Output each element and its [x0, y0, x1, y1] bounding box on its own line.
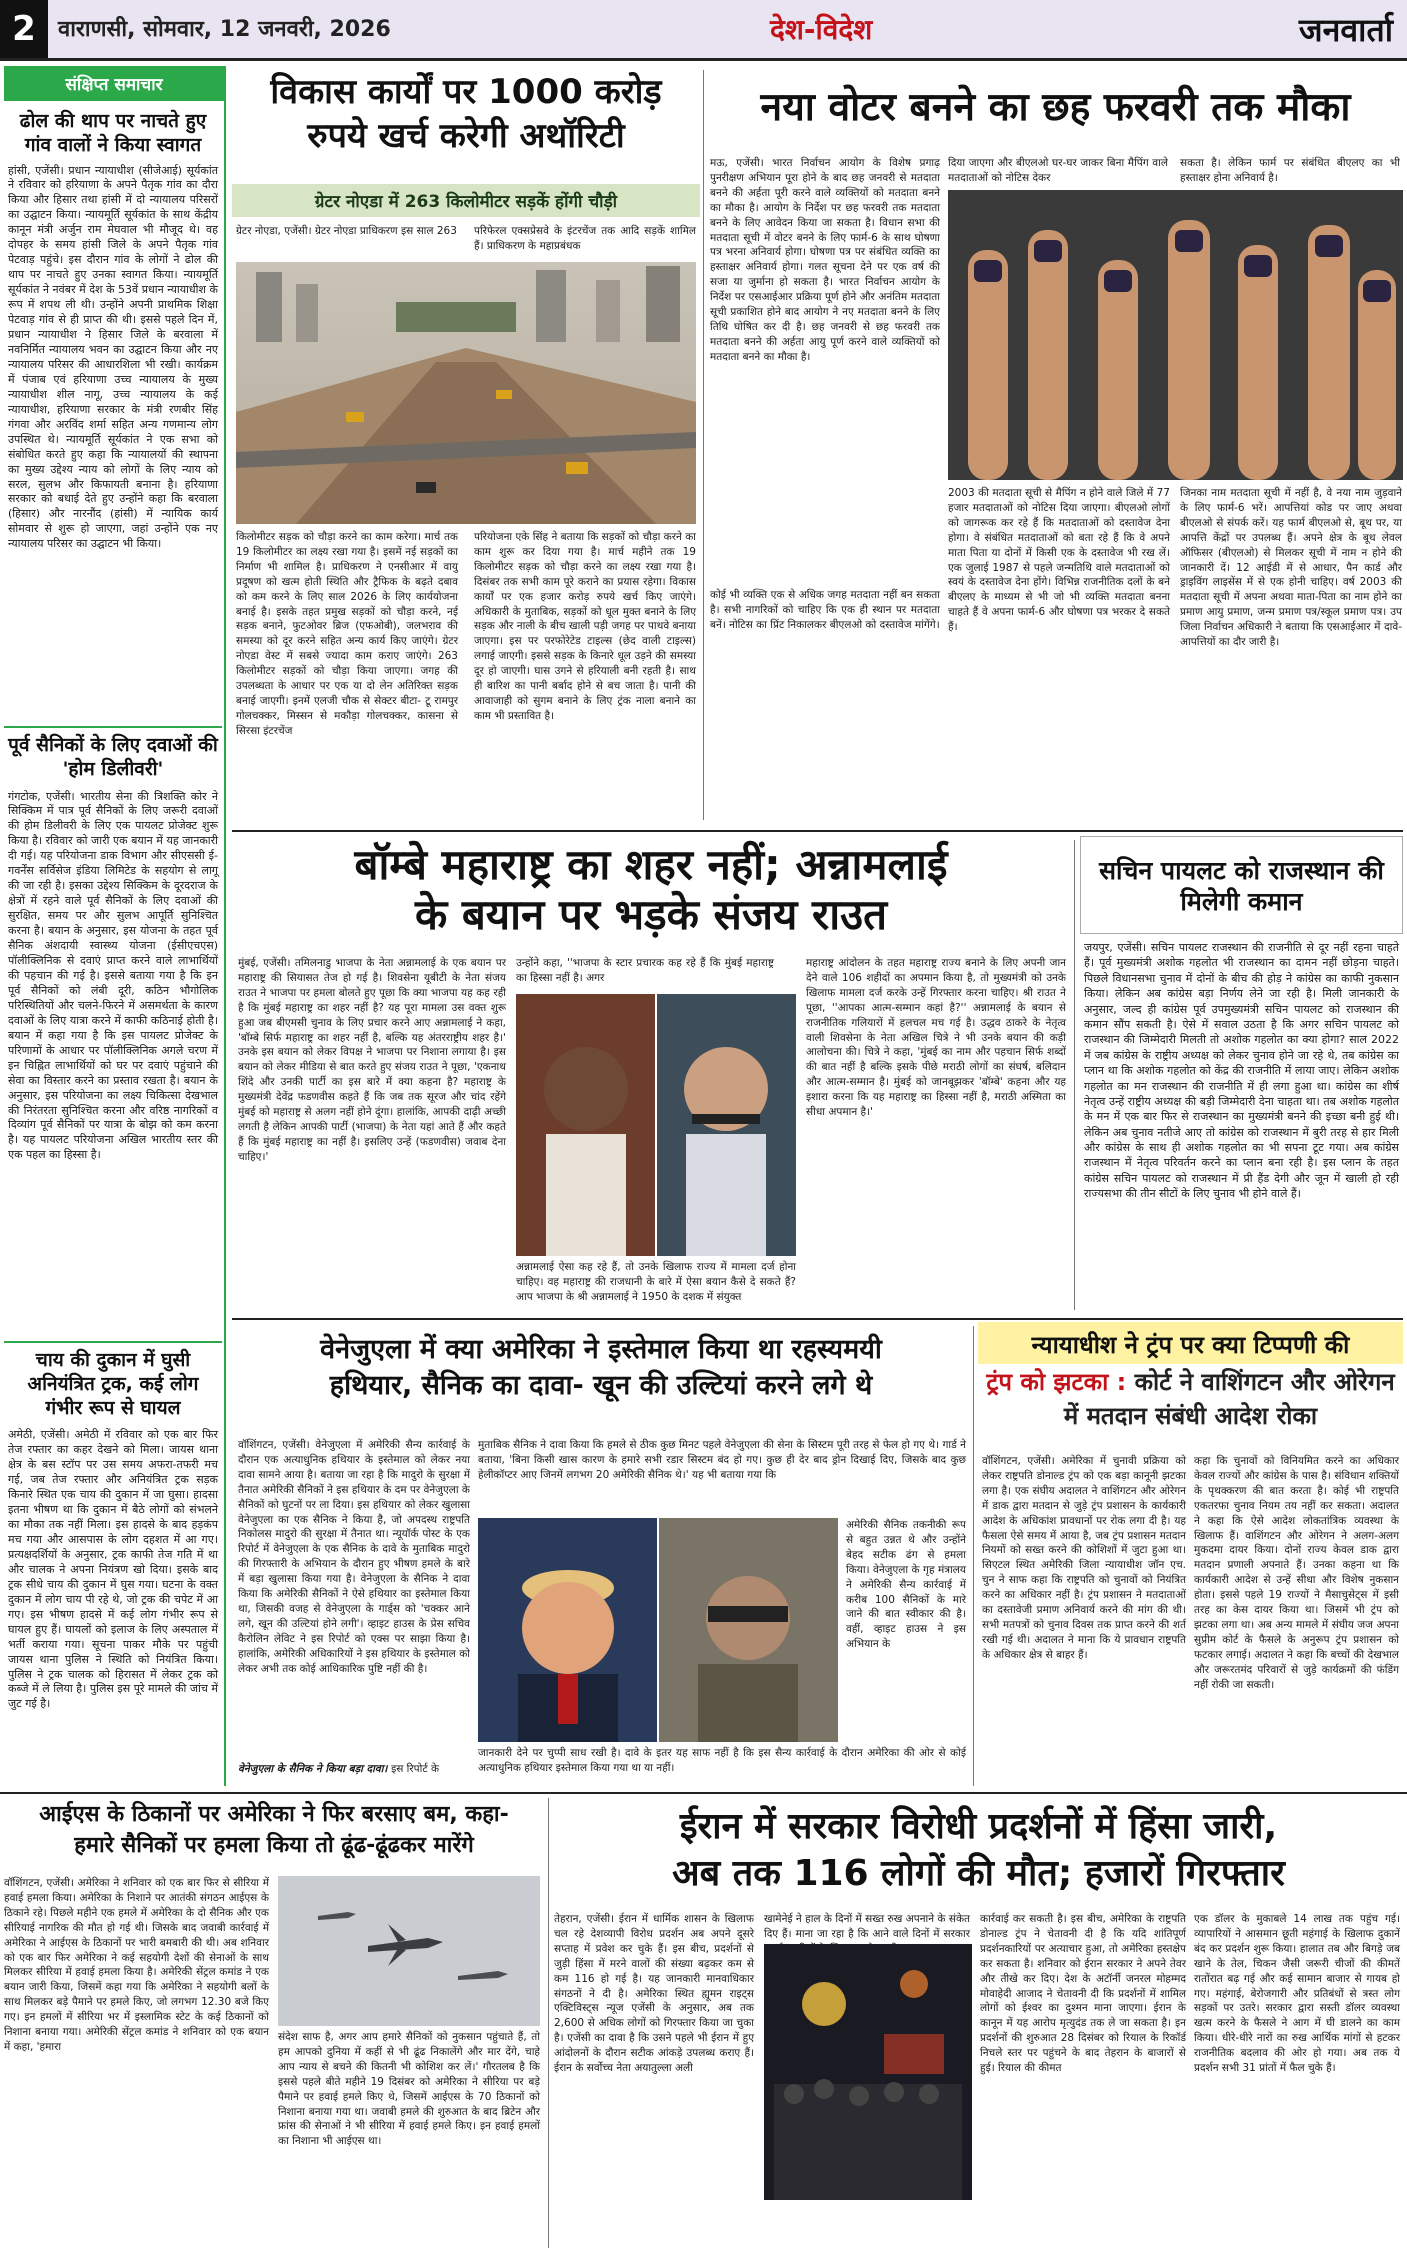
divider-isis-iran [548, 1798, 549, 2248]
raut-body-bottom: अन्नामलाई ऐसा कह रहे हैं, तो उनके खिलाफ राज्य में मामला दर्ज होना चाहिए। वह महाराष्ट्र की राजधानी के बारे में ऐसा बयान कैसे दे सकते हैं? आप भाजपा के श्री अन्नामलाई ने 1950 के दशक में संयुक्त [516, 1261, 796, 1303]
politicians-image [516, 994, 796, 1256]
divider-row3 [0, 1792, 1407, 1794]
raut-headline-line1: बॉम्बे महाराष्ट्र का शहर नहीं; अन्नामलाई [354, 840, 948, 889]
page-number: 2 [0, 0, 48, 58]
raut-body-col2-top: उन्होंने कहा, ''भाजपा के स्टार प्रचारक कह रहे हैं कि मुंबई महाराष्ट्र का हिस्सा नहीं है। अगर [516, 957, 774, 984]
pilot-headline: सचिन पायलट को राजस्थान की मिलेगी कमान [1080, 836, 1403, 934]
sidebar-body-1: हांसी, एजेंसी। प्रधान न्यायाधीश (सीजेआई) सूर्यकांत ने रविवार को हरियाणा के अपने पैतृक गांव का दौरा किया और हिसार तथा हांसी में दो न्यायालय परिसरों का उद्घाटन किया। न्यायमूर्ति सूर्यकांत के साथ केंद्रीय कानून मंत्री अर्जुन राम मेघवाल भी मौजूद थे। वह दोपहर के समय हांसी जिले के अपने पैतृक गांव पेटवाड़ पहुंचे। इस दौरान गांव के लोगों ने ढोल की थाप पर नाचते हुए उनका स्वागत किया। न्यायमूर्ति सूर्यकांत ने नवंबर में देश के 53वें प्रधान न्यायाधीश के रूप में शपथ ली थी। उन्होंने अपनी प्राथमिक शिक्षा पेटवाड़ गांव से ही प्राप्त की थी। इससे पहले दिन में, प्रधान न्यायाधीश ने हिसार जिले के बरवाला में नवनिर्मित न्यायालय भवन का उद्घाटन किया और नए न्यायालय परिसर की आधारशिला भी रखी। कार्यक्रम में पंजाब एवं हरियाणा उच्च न्यायालय के मुख्य न्यायाधीश शील नागू, उच्च न्यायालय के कई न्यायाधीश, हरियाणा सरकार के मंत्री रणबीर सिंह गंगवा और अरविंद शर्मा सहित अन्य गणमान्य लोग उपस्थित थे। न्यायमूर्ति सूर्यकांत ने एक सभा को संबोधित करते हुए कहा कि न्यायालयों की स्थापना का मुख्य उद्देश्य न्याय को लोगों के लिए न्याय को सरल, सुलभ और किफायती बनाना है। हरियाणा सरकार को बधाई देते हुए उन्होंने कहा कि बरवाला (हिसार) और नारनौंद (हांसी) में न्यायिक कार्य सोमवार से शुरू हो जाएगा, जहां उन्होंने एक नए न्यायालय परिसर का उद्घाटन भी किया। [8, 163, 218, 551]
story-voter [708, 66, 1403, 826]
road-construction-image [236, 262, 696, 524]
sidebar-body-2: गंगटोक, एजेंसी। भारतीय सेना की त्रिशक्ति कोर ने सिक्किम में पात्र पूर्व सैनिकों के लिए जरूरी दवाओं की होम डिलीवरी के लिए एक पायलट प्रोजेक्ट शुरू किया है। रविवार को जारी एक बयान में यह जानकारी दी गई। यह परियोजना डाक विभाग और सीएससी ई-गवर्नेंस सर्विसेज इंडिया लिमिटेड के सहयोग से लागू की जा रही है। इसका उद्देश्य सिक्किम के दूरदराज के क्षेत्रों में रहने वाले पूर्व सैनिकों के लिए दवाओं की सुरक्षित, समय पर और सुलभ आपूर्ति सुनिश्चित करना है। बयान के अनुसार, इस योजना के तहत पूर्व सैनिक अंशदायी स्वास्थ्य योजना (ईसीएचएस) पॉलीक्लिनिक से दवाएं प्राप्त करने वाले लाभार्थियों की पहचान की गई है। इससे बताया गया है कि इन पूर्व सैनिकों को लंबी दूरी, कठिन भौगोलिक परिस्थितियों और चलने-फिरने में असमर्थता के कारण दवाओं के लिए यात्रा करने में काफी कठिनाई होती है। बयान में कहा गया है कि इस पायलट प्रोजेक्ट के परिणामों के आधार पर पॉलीक्लिनिक अगले चरण में इन चिह्नित लाभार्थियों को घर पर दवाएं पहुंचाने की सेवा का विस्तार करने का प्रस्ताव रखता है। बयान के अनुसार, इस परियोजना का लक्ष्य चिकित्सा देखभाल की निरंतरता सुनिश्चित करना और वरिष्ठ नागरिकों व दिव्यांग पूर्व सैनिकों पर यात्रा के बोझ को कम करना है। यह पायलट परियोजना अखिल भारतीय स्तर की एक पहल का हिस्सा है। [8, 789, 218, 1162]
trump-body-col1: वॉशिंगटन, एजेंसी। अमेरिका में चुनावी प्रक्रिया को लेकर राष्ट्रपति डोनाल्ड ट्रंप को एक बड़ा कानूनी झटका लगा है। एक संघीय अदालत ने वाशिंगटन और ओरेगन में डाक द्वारा मतदान से जुड़े ट्रंप प्रशासन के कार्यकारी आदेश के अधिकांश प्रावधानों पर रोक लगा दी है। यह फैसला ऐसे समय में आया है, जब ट्रंप प्रशासन मतदान नियमों को सख्त करने की कोशिशों में जुटा हुआ था। सिएटल स्थित अमेरिकी जिला न्यायाधीश जॉन एच. चुन ने साफ कहा कि राष्ट्रपति को चुनावों को नियंत्रित करने का अधिकार नहीं है। ट्रंप प्रशासन ने मतदाताओं का दस्तावेजी प्रमाण अनिवार्य करने की मांग की थी। सभी मतपत्रों को चुनाव दिवस तक प्राप्त करने की शर्त रखी गई थी। अदालत ने माना कि ये प्रावधान राष्ट्रपति के अधिकार क्षेत्र से बाहर हैं। [982, 1455, 1186, 1661]
section-title: देश-विदेश [770, 13, 873, 46]
story-raut [232, 836, 1070, 1316]
isis-body-col1: वॉशिंगटन, एजेंसी। अमेरिका ने शनिवार को एक बार फिर से सीरिया में हवाई हमला किया। अमेरिका के निशाने पर आतंकी संगठन आईएस के ठिकाने रहे। पिछले महीने एक हमले में अमेरिका के दो सैनिक और एक सीरियाई नागरिक की मौत हो गई थी। जिसके बाद जवाबी कार्रवाई में अमेरिका ने आईएस के ठिकानों पर भारी बमबारी की थी। अब शनिवार को एक बार फिर अमेरिका ने कई सहयोगी देशों की सेनाओं के साथ मिलकर सीरिया में हवाई हमला किया है। अमेरिकी सेंट्रल कमांड ने एक बयान जारी किया, जिसमें कहा गया कि अमेरिका ने सहयोगी बलों के साथ मिलकर बड़े पैमाने पर हमले किए, जो लगभग 12.30 बजे किए गए। इन हमलों में सीरिया भर में इस्लामिक स्टेट के कई ठिकानों को निशाना बनाया गया। अमेरिकी सेंट्रल कमांड ने शनिवार को एक बयान में कहा, 'हमारा [4, 1877, 269, 2053]
authority-headline: विकास कार्यों पर 1000 करोड़ रुपये खर्च करेगी अथॉरिटी [270, 72, 662, 157]
sidebar-story-3 [4, 1341, 222, 1786]
venezuela-body-col1: वॉशिंगटन, एजेंसी। वेनेजुएला में अमेरिकी सैन्य कार्रवाई के दौरान एक अत्याधुनिक हथियार के इस्तेमाल को लेकर नया दावा सामने आया है। बताया जा रहा है कि मादुरो के सुरक्षा में तैनात अमेरिकी सैनिकों ने इस हथियार के दम पर वेनेजुएला के सैनिकों को घुटनों पर ला दिया। इस हथियार को लेकर खुलासा वेनेजुएला का एक सैनिक ने किया है, जो अपदस्थ राष्ट्रपति निकोलस मादुरो की सुरक्षा में तैनात था। न्यूयॉर्क पोस्ट के एक रिपोर्ट में वेनेजुएला के एक सैनिक के दावे के मुताबिक मादुरो की गिरफ्तारी के अभियान के दौरान हुए भीषण हमले के बारे में बड़ा खुलासा किया गया है। वेनेजुएला के सैनिक ने दावा किया कि अमेरिकी सैनिकों ने ऐसे हथियार का इस्तेमाल किया था, जिसकी वजह से वेनेजुएला के गार्ड्स को 'चक्कर आने लगे, खून की उल्टियां होने लगी'। व्हाइट हाउस के प्रेस सचिव कैरोलिन लेविट ने इस रिपोर्ट को एक्स पर साझा किया है। हालांकि, अमेरिकी अधिकारियों ने इस हथियार के इस्तेमाल को लेकर अभी तक कोई आधिकारिक पुष्टि नहीं की है। [238, 1439, 470, 1675]
masthead: जनवार्ता [1298, 11, 1393, 49]
story-pilot [1080, 836, 1403, 1316]
trump-headline-line2 [978, 1364, 1403, 1435]
venezuela-photo [478, 1518, 838, 1742]
sidebar-headline-2: पूर्व सैनिकों के लिए दवाओं की 'होम डिलीवरी' [8, 734, 218, 780]
raut-body-col3: महाराष्ट्र आंदोलन के तहत महाराष्ट्र राज्य बनाने के लिए अपनी जान देने वाले 106 शहीदों का अपमान किया है, तो मुख्यमंत्री को उनके खिलाफ मामला दर्ज करके उन्हें गिरफ्तार करना चाहिए। श्री राउत ने पूछा, ''आपका आत्म-सम्मान कहां है?'' अन्नामलाई के बयान से राजनीतिक गलियारों में हलचल मच गई है। उद्धव ठाकरे के नेतृत्व वाली शिवसेना के नेता अखिल चित्रे ने भी उनके बयान की कड़ी आलोचना की। चित्रे ने कहा, 'मुंबई का नाम और पहचान सिर्फ शब्दों की बात नहीं है बल्कि इसके पीछे मराठी लोगों का संघर्ष, बलिदान और आत्म-सम्मान है। मुंबई को जानबूझकर 'बॉम्बे' कहना और यह इशारा करना कि यह महाराष्ट्र का हिस्सा नहीं है, मराठी अस्मिता का सीधा अपमान है।' [806, 957, 1066, 1119]
authority-body-col2: परियोजना एके सिंह ने बताया कि सड़कों को चौड़ा करने का काम शुरू कर दिया गया है। मार्च महीने तक 19 किलोमीटर सड़क को चौड़ा करने का लक्ष्य रखा गया है। दिसंबर तक सभी काम पूरे कराने का प्रयास रहेगा। विकास कार्यों पर एक हजार करोड़ रुपये खर्च किए जाएंगे। अधिकारी के मुताबिक, सड़कों को धूल मुक्त बनाने के लिए सड़क और नाली के बीच खाली पड़ी जगह पर पाथवे बनाया जाएगा। इस पर परफोरेटेड टाइल्स (छेद वाली टाइल्स) लगाई जाएगी। इससे सड़क के किनारे धूल उड़ने की समस्या दूर हो जाएगी। घास उगने से हरियाली बनी रहती है। साथ ही बारिश का पानी बर्बाद होने से बच जाता है। पानी की आवाजाही को सुगम बनाने के लिए ट्रंक नाला बनाने का काम भी प्रस्तावित है। [474, 531, 696, 722]
venezuela-caption: वेनेजुएला के सैनिक ने किया बड़ा दावा। इस रिपोर्ट के [238, 1763, 440, 1775]
iran-body-col4: एक डॉलर के मुकाबले 14 लाख तक पहुंच गई। व्यापारियों ने आसमान छूती महंगाई के खिलाफ दुकानें बंद कर प्रदर्शन शुरू किया। हालात तब और बिगड़े जब खाने के तेल, चिकन जैसी जरूरी चीजों की कीमतें रातोंरात बढ़ गई और कई सामान बाजार से गायब हो गए। महंगाई, बेरोजगारी और प्रतिबंधों से त्रस्त लोग सड़कों पर उतरे। सरकार द्वारा सस्ती डॉलर व्यवस्था खत्म करने के फैसले ने आग में घी डालने का काम किया। धीरे-धीरे नारों का रुख आर्थिक मांगों से हटकर राजनीतिक बदलाव की ओर हो गया। अब तक ये प्रदर्शन सभी 31 प्रांतों में फैल चुके हैं। [1194, 1913, 1400, 2075]
road-construction-photo [236, 262, 696, 524]
sidebar-body-3: अमेठी, एजेंसी। अमेठी में रविवार को एक बार फिर तेज रफ्तार का कहर देखने को मिला। जायस थाना क्षेत्र के बस स्टॉप पर उस समय अफरा-तफरी मच गई, जब तेज रफ्तार और अनियंत्रित ट्रक सड़क किनारे स्थित एक चाय की दुकान में जा घुसा। हादसा इतना भीषण था कि दुकान में बैठे लोगों को संभलने का मौका तक नहीं मिला। इस हादसे के बाद हड़कंप मच गया और आसपास के लोग दहशत में आ गए। प्रत्यक्षदर्शियों के अनुसार, ट्रक काफी तेज गति में था और चालक ने अपना नियंत्रण खो दिया। इसके बाद ट्रक सीधे चाय की दुकान में घुस गया। घटना के वक्त दुकान में लोग चाय पी रहे थे, जो ट्रक की चपेट में आ गए। इस भीषण हादसे में कई लोग गंभीर रूप से घायल हुए हैं। घायलों को इलाज के लिए अस्पताल में भर्ती कराया गया। सूचना पाकर मौके पर पहुंची जायस थाना पुलिस ने स्थिति को नियंत्रित किया। पुलिस ने ट्रक चालक को हिरासत में लेकर ट्रक को कब्जे में ले लिया है। पुलिस इस पूरे मामले की जांच में जुट गई है। [8, 1428, 218, 1711]
voter-headline: नया वोटर बनने का छह फरवरी तक मौका [760, 85, 1351, 130]
header-rule [0, 58, 1407, 61]
trump-soldier-image [478, 1518, 838, 1742]
authority-body-top-left: ग्रेटर नोएडा, एजेंसी। ग्रेटर नोएडा प्राधिकरण इस साल 263 [236, 225, 457, 237]
iran-body-col1: तेहरान, एजेंसी। ईरान में धार्मिक शासन के खिलाफ चल रहे देशव्यापी विरोध प्रदर्शन अब अपने दूसरे सप्ताह में प्रवेश कर चुके हैं। इस बीच, प्रदर्शनों से जुड़ी हिंसा में मरने वालों की संख्या बढ़कर कम से कम 116 हो गई है। यह जानकारी मानवाधिकार संगठनों ने दी है। अमेरिका स्थित ह्यूमन राइट्स एक्टिविस्ट्स न्यूज एजेंसी के अनुसार, अब तक 2,600 से अधिक लोगों को गिरफ्तार किया जा चुका है। एजेंसी का दावा है कि उसने पहले भी ईरान में हुए आंदोलनों के दौरान सटीक आंकड़े उपलब्ध कराए हैं। ईरान के सर्वोच्च नेता अयातुल्ला अली [554, 1913, 754, 2075]
divider-row1 [232, 830, 1403, 832]
trump-headline-line1: न्यायाधीश ने ट्रंप पर क्या टिप्पणी की [978, 1322, 1403, 1364]
isis-headline-line2: हमारे सैनिकों पर हमला किया तो ढूंढ-ढूंढकर मारेंगे [74, 1832, 474, 1858]
iran-protest-photo [764, 1944, 972, 2200]
divider-authority-voter [703, 70, 704, 820]
divider-venezuela-trump [973, 1326, 974, 1786]
pilot-body: जयपुर, एजेंसी। सचिन पायलट राजस्थान की राजनीति से दूर नहीं रहना चाहते हैं। पूर्व मुख्यमंत्री अशोक गहलोत भी राजस्थान का दामन नहीं छोड़ना चाहते। पिछले विधानसभा चुनाव में दोनों के बीच की होड़ ने कांग्रेस का काफी नुकसान किया। लेकिन अब कांग्रेस बड़ा निर्णय लेने जा रही है। मिली जानकारी के अनुसार, जल्द ही कांग्रेस पूर्व उपमुख्यमंत्री सचिन पायलट को राजस्थान की कमान सौंप सकती है। ऐसे में सवाल उठता है कि अगर सचिन पायलट को राजस्थान की जिम्मेदारी मिलती तो अशोक गहलोत का क्या होगा? साल 2022 में जब कांग्रेस के राष्ट्रीय अध्यक्ष को लेकर चुनाव होने जा रहे थे, तब कांग्रेस का प्लान था कि अशोक गहलोत को केंद्र की राजनीति में लाया जाए। लेकिन अशोक गहलोत का मन राजस्थान की राजनीति में ही लगा हुआ था। कांग्रेस का शीर्ष नेतृत्व उन्हें राष्ट्रीय अध्यक्ष की बड़ी जिम्मेदारी देना चाहता था। तब अशोक गहलोत के मन में एक बार फिर से राजस्थान का मुख्यमंत्री बनने की इच्छा बनी हुई थी। लेकिन अब चुनाव नतीजे आए तो कांग्रेस को राजस्थान में बुरी तरह से हार मिली और कांग्रेस के साथ ही अशोक गहलोत का भी सपना टूट गया। अब कांग्रेस राजस्थान में नेतृत्व परिवर्तन करने का प्लान बना रही है। इस प्लान के तहत कांग्रेस सचिन पायलट को राजस्थान में प्री हैंड देगी और जून में खाली हो रही राज्यसभा की तीन सीटों के लिए चुनाव भी होने वाले हैं। [1084, 941, 1399, 1201]
sidebar-headline-1: ढोल की थाप पर नाचते हुए गांव वालों ने किया स्वागत [19, 110, 207, 156]
authority-body-top-right: परिफेरल एक्सप्रेसवे के इंटरचेंज तक आदि सड़कें शामिल हैं। प्राधिकरण के महाप्रबंधक [474, 225, 696, 252]
authority-subhead: ग्रेटर नोएडा में 263 किलोमीटर सड़कें होंगी चौड़ी [232, 184, 700, 217]
venezuela-headline-line1: वेनेजुएला में क्या अमेरिका ने इस्तेमाल किया था रहस्यमयी [320, 1334, 882, 1365]
raut-body-col1: मुंबई, एजेंसी। तमिलनाडु भाजपा के नेता अन्नामलाई के एक बयान पर महाराष्ट्र की सियासत तेज हो गई है। शिवसेना यूबीटी के नेता संजय राउत ने भाजपा पर हमला बोलते हुए पूछा कि क्या भाजपा यह कह रही है कि मुंबई महाराष्ट्र का शहर नहीं है? यह पूरा मामला उस वक्त शुरू हुआ जब बीएमसी चुनाव के लिए प्रचार करने आए अन्नामलाई ने कहा, 'बॉम्बे सिर्फ महाराष्ट्र का शहर नहीं है, बल्कि यह अंतरराष्ट्रीय शहर है।' उनके इस बयान को लेकर विपक्ष ने भाजपा पर निशाना लगाया है। इस बयान को लेकर मीडिया से बात करते हुए संजय राउत ने पूछा, 'एकनाथ शिंदे और उनकी पार्टी का इस बारे में क्या कहना है? महाराष्ट्र के मुख्यमंत्री देवेंद्र फडणवीस कहते हैं कि जब तक सूरज और चांद रहेंगे मुंबई को महाराष्ट्र से अलग नहीं होने दूंगा। हालांकि, आपकी दाढ़ी अच्छी लगती है लेकिन आपकी पार्टी (भाजपा) के नेता यहां आते हैं और कहते हैं कि मुंबई महाराष्ट्र का नहीं है। इसलिए उन्हें (फडणवीस) जवाब देना चाहिए।' [238, 957, 506, 1163]
voter-body-bottom-col1: कोई भी व्यक्ति एक से अधिक जगह मतदाता नहीं बन सकता है। सभी नागरिकों को चाहिए कि एक ही स्थान पर मतदाता बनें। नोटिस का प्रिंट निकालकर बीएलओ को दस्तावेज मांगेंगे। [710, 589, 940, 631]
isis-headline-line1: आईएस के ठिकानों पर अमेरिका ने फिर बरसाए बम, कहा- [39, 1802, 509, 1827]
story-iran [554, 1796, 1403, 2248]
raut-annamalai-photo [516, 994, 796, 1256]
authority-body-col1: किलोमीटर सड़क को चौड़ा करने का काम करेगा। मार्च तक 19 किलोमीटर का लक्ष्य रखा गया है। इसमें नई सड़कों का निर्माण भी शामिल है। प्राधिकरण ने एनसीआर में वायु प्रदूषण को खत्म होती स्थिति और ट्रैफिक के बढ़ते दबाव को कम करने के लिए साल 2026 के लिए कार्ययोजना बनाई है। इसके तहत प्रमुख सड़कों को चौड़ा करने, नई सड़क बनाने, फुटओवर ब्रिज (एफओबी), जलभराव की समस्या को दूर करने सहित अन्य कार्य किए जाएंगे। ग्रेटर नोएडा वेस्ट में सबसे ज्यादा काम कराए जाएंगे। 263 किलोमीटर सड़कों को चौड़ा किया जाएगा। जगह की उपलब्धता के आधार पर एक या दो लेन अतिरिक्त सड़क बनाई जाएगी। इनमें एलजी चौक से सेक्टर बीटा- टू रामपुर गोलचक्कर, मिस्सन से मकौड़ा गोलचक्कर, कासना से सिरसा इंटरचेंज [236, 531, 458, 737]
venezuela-body-col2-top: मुताबिक सैनिक ने दावा किया कि हमले से ठीक कुछ मिनट पहले वेनेजुएला की सेना के सिस्टम पूरी तरह से फेल हो गए थे। गार्ड ने बताया, 'बिना किसी खास कारण के हमारे सभी रडार सिस्टम बंद हो गए। कुछ ही देर बाद ड्रोन दिखाई दिए, जिसके बाद कुछ हेलीकॉप्टर आए जिनमें लगभग 20 अमेरिकी सैनिक थे।' यह भी बताया गया कि [478, 1439, 966, 1481]
venezuela-body-col3: अमेरिकी सैनिक तकनीकी रूप से बहुत उन्नत थे और उन्होंने बेहद सटीक ढंग से हमला किया। वेनेजुएला के गृह मंत्रालय ने अमेरिकी सैन्य कार्रवाई में करीब 100 सैनिकों के मारे जाने की बात स्वीकार की है। वहीं, व्हाइट हाउस ने इस अभियान के [846, 1519, 966, 1651]
page-header [0, 0, 1407, 58]
story-venezuela [232, 1322, 970, 1792]
sidebar-story-1 [4, 106, 222, 726]
iran-body-col2: खामेनेई ने हाल के दिनों में सख्त रुख अपनाने के संकेत दिए हैं। माना जा रहा है कि आने वाले दिनों में सरकार [764, 1913, 970, 1940]
voter-body-col2: दिया जाएगा और बीएलओ घर-घर जाकर बिना मैपिंग वाले मतदाताओं को नोटिस देकर [948, 157, 1168, 184]
voter-body-bottom-col3: जिनका नाम मतदाता सूची में नहीं है, वे नया नाम जुड़वाने के लिए फार्म-6 भरें। आपत्तियां कोड पर जाए अथवा बीएलओ से संपर्क करें। यह फार्म बीएलओ से, बूथ पर, या आपत्ति केंद्रों पर उपलब्ध हैं। अपने क्षेत्र के बूथ लेवल ऑफिसर (बीएलओ) से मिलकर सूची में नाम न होने की जानकारी दें। 12 आईडी में से आधार, पैन कार्ड और ड्राइविंग लाइसेंस में से एक होनी चाहिए। वर्ष 2003 की मतदाता सूची में अपना अथवा माता-पिता का नाम होने का प्रमाण आयु प्रमाण, जन्म प्रमाण पत्र/स्कूल प्रमाण पत्र। उप जिला निर्वाचन अधिकारी ने बताया कि एसआईआर में दावे-आपत्तियों का दौर जारी है। [1180, 487, 1402, 649]
venezuela-headline-line2: हथियार, सैनिक का दावा- खून की उल्टियां करने लगे थे [329, 1370, 873, 1402]
divider-row2 [232, 1318, 1403, 1320]
isis-jets-photo [278, 1876, 540, 2026]
protest-image [764, 1944, 972, 2200]
sidebar-title: संक्षिप्त समाचार [4, 66, 224, 101]
story-isis [4, 1796, 544, 2248]
fighter-jets-image [278, 1876, 540, 2026]
voter-body-col1: मऊ, एजेंसी। भारत निर्वाचन आयोग के विशेष प्रगाढ़ पुनरीक्षण अभियान पूरा होने के बाद छह जनवरी से मतदाता बनने की अर्हता पूरी करने वाले व्यक्तियों को मतदाता बनने का मौका है। आयोग के निर्देश पर छह फरवरी तक मतदाता बनने के लिए आवेदन किया जा सकता है। विधान सभा की मतदाता सूची में वोटर बनने के लिए फार्म-6 के साथ घोषणा पत्र भरना अनिवार्य होगा। घोषणा पत्र पर संबंधित व्यक्ति का हस्ताक्षर अनिवार्य होगा। गलत सूचना देने पर एक वर्ष की सजा या जुर्माना हो सकता है। भारत निर्वाचन आयोग के निर्देश पर एसआईआर प्रक्रिया पूर्ण होने और अनंतिम मतदाता सूची प्रकाशित होने बाद आयोग ने नए मतदाता बनने के लिए तिथि घोषित कर दी है। छह जनवरी से छह फरवरी तक मतदाता बनने की अर्हता आयु पूर्ण करने वाले व्यक्तियों को मतदाता बनने का मौका है। [710, 157, 940, 363]
trump-headline-tag: ट्रंप को झटका : [986, 1368, 1127, 1396]
trump-body-col2: कहा कि चुनावों को विनियमित करने का अधिकार केवल राज्यों और कांग्रेस के पास है। संविधान शक्तियों के पृथक्करण की बात करता है। कोई भी राष्ट्रपति एकतरफा चुनाव नियम तय नहीं कर सकता। अदालत ने कहा कि ऐसे आदेश लोकतांत्रिक व्यवस्था के खिलाफ हैं। वाशिंगटन और ओरेगन ने अलग-अलग मुकदमा दायर किया। दोनों राज्य केवल डाक द्वारा मतदान प्रणाली अपनाते हैं। उनका कहना था कि कार्यकारी आदेश से उन्हें सीधा और विशेष नुकसान होता। इससे पहले 19 राज्यों ने मैसाचुसेट्स में इसी तरह का केस दायर किया था। जिसमें भी ट्रंप को झटका लगा था। अब अन्य मामले में संघीय जज अपना सुप्रीम कोर्ट के फैसले के अनुरूप ट्रंप प्रशासन को फटकार लगाई। अदालत ने कहा कि बच्चों की देखभाल और जरूरतमंद परिवारों से जुड़े कार्यक्रमों की फंडिंग नहीं रोकी जा सकती। [1194, 1455, 1399, 1691]
iran-body-col3: कार्रवाई कर सकती है। इस बीच, अमेरिका के राष्ट्रपति डोनाल्ड ट्रंप ने चेतावनी दी है कि यदि शांतिपूर्ण प्रदर्शनकारियों पर अत्याचार हुआ, तो अमेरिका हस्तक्षेप कर सकता है। शनिवार को ईरान सरकार ने अपने तेवर और तीखे कर दिए। देश के अटॉर्नी जनरल मोहम्मद मोवाहेदी आजाद ने चेतावनी दी कि प्रदर्शनों में शामिल लोगों को ईश्वर का दुश्मन माना जाएगा। ईरान के कानून में यह आरोप मृत्युदंड तक ले जा सकता है। इन प्रदर्शनों की शुरुआत 28 दिसंबर को रियाल के रिकॉर्ड निचले स्तर पर पहुंचने के बाद तेहरान के बाजारों से हुई। रियाल की कीमत [980, 1913, 1186, 2075]
sidebar-story-2 [4, 726, 222, 1336]
voter-body-col3: सकता है। लेकिन फार्म पर संबंधित बीएलए का भी हस्ताक्षर होना अनिवार्य है। [1180, 157, 1400, 184]
voter-fingers-photo [948, 190, 1403, 480]
isis-body-col2: संदेश साफ है, अगर आप हमारे सैनिकों को नुकसान पहुंचाते हैं, तो हम आपको दुनिया में कहीं से भी ढूंढ निकालेंगे और मार देंगे, चाहे आप न्याय से बचने की कितनी भी कोशिश कर लें।' गौरतलब है कि इससे पहले बीते महीने 19 दिसंबर को अमेरिका ने सीरिया पर बड़े पैमाने पर हवाई हमले किए थे, जिसमें आईएस के 70 ठिकानों को निशाना बनाया गया था। जवाबी हमले की शुरुआत के बाद ब्रिटेन और फ्रांस की सेनाओं ने भी सीरिया में हवाई हमले किए। इन हवाई हमलों का निशाना भी आईएस था। [278, 2031, 540, 2148]
venezuela-body-bottom: जानकारी देने पर चुप्पी साध रखी है। दावे के इतर यह साफ नहीं है कि इस सैन्य कार्रवाई के दौरान अमेरिका की ओर से कोई अत्याधुनिक हथियार इस्तेमाल किया गया था या नहीं। [478, 1747, 966, 1774]
voter-body-bottom-col2: 2003 की मतदाता सूची से मैपिंग न होने वाले जिले में 77 हजार मतदाताओं को नोटिस दिया जाएगा। बीएलओ लोगों को जागरूक कर रहे हैं कि मतदाताओं को दस्तावेज देना होगा। वे संबंधित मतदाताओं को बता रहे हैं कि वे अपने माता पिता या दोनों में किसी एक के दस्तावेज भी रख लें। एक जुलाई 1987 से पहले जन्मतिथि वाले मतदाताओं को स्वयं के दस्तावेज देना होंगे। विभिन्न राजनीतिक दलों के बने बीएलए के माध्यम से भी जो भी व्यक्ति मतदाता बनना चाहते हैं वे अपना फार्म-6 और घोषणा पत्र भरकर दे सकते हैं। [948, 487, 1170, 634]
iran-headline-line1: ईरान में सरकार विरोधी प्रदर्शनों में हिंसा जारी, [679, 1806, 1278, 1847]
story-trump [978, 1322, 1403, 1792]
inked-fingers-image [948, 190, 1403, 480]
sidebar-headline-3: चाय की दुकान में घुसी अनियंत्रित ट्रक, कई लोग गंभीर रूप से घायल [27, 1349, 199, 1419]
trump-headline-main: कोर्ट ने वाशिंगटन और ओरेगन में मतदान संबंधी आदेश रोका [1063, 1368, 1395, 1430]
story-authority [232, 66, 700, 826]
divider-raut-pilot [1074, 840, 1075, 1310]
header-dateline: वाराणसी, सोमवार, 12 जनवरी, 2026 [58, 17, 391, 42]
sidebar [4, 66, 226, 1786]
iran-headline-line2: अब तक 116 लोगों की मौत; हजारों गिरफ्तार [672, 1852, 1285, 1894]
raut-headline-line2: के बयान पर भड़के संजय राउत [414, 890, 888, 940]
